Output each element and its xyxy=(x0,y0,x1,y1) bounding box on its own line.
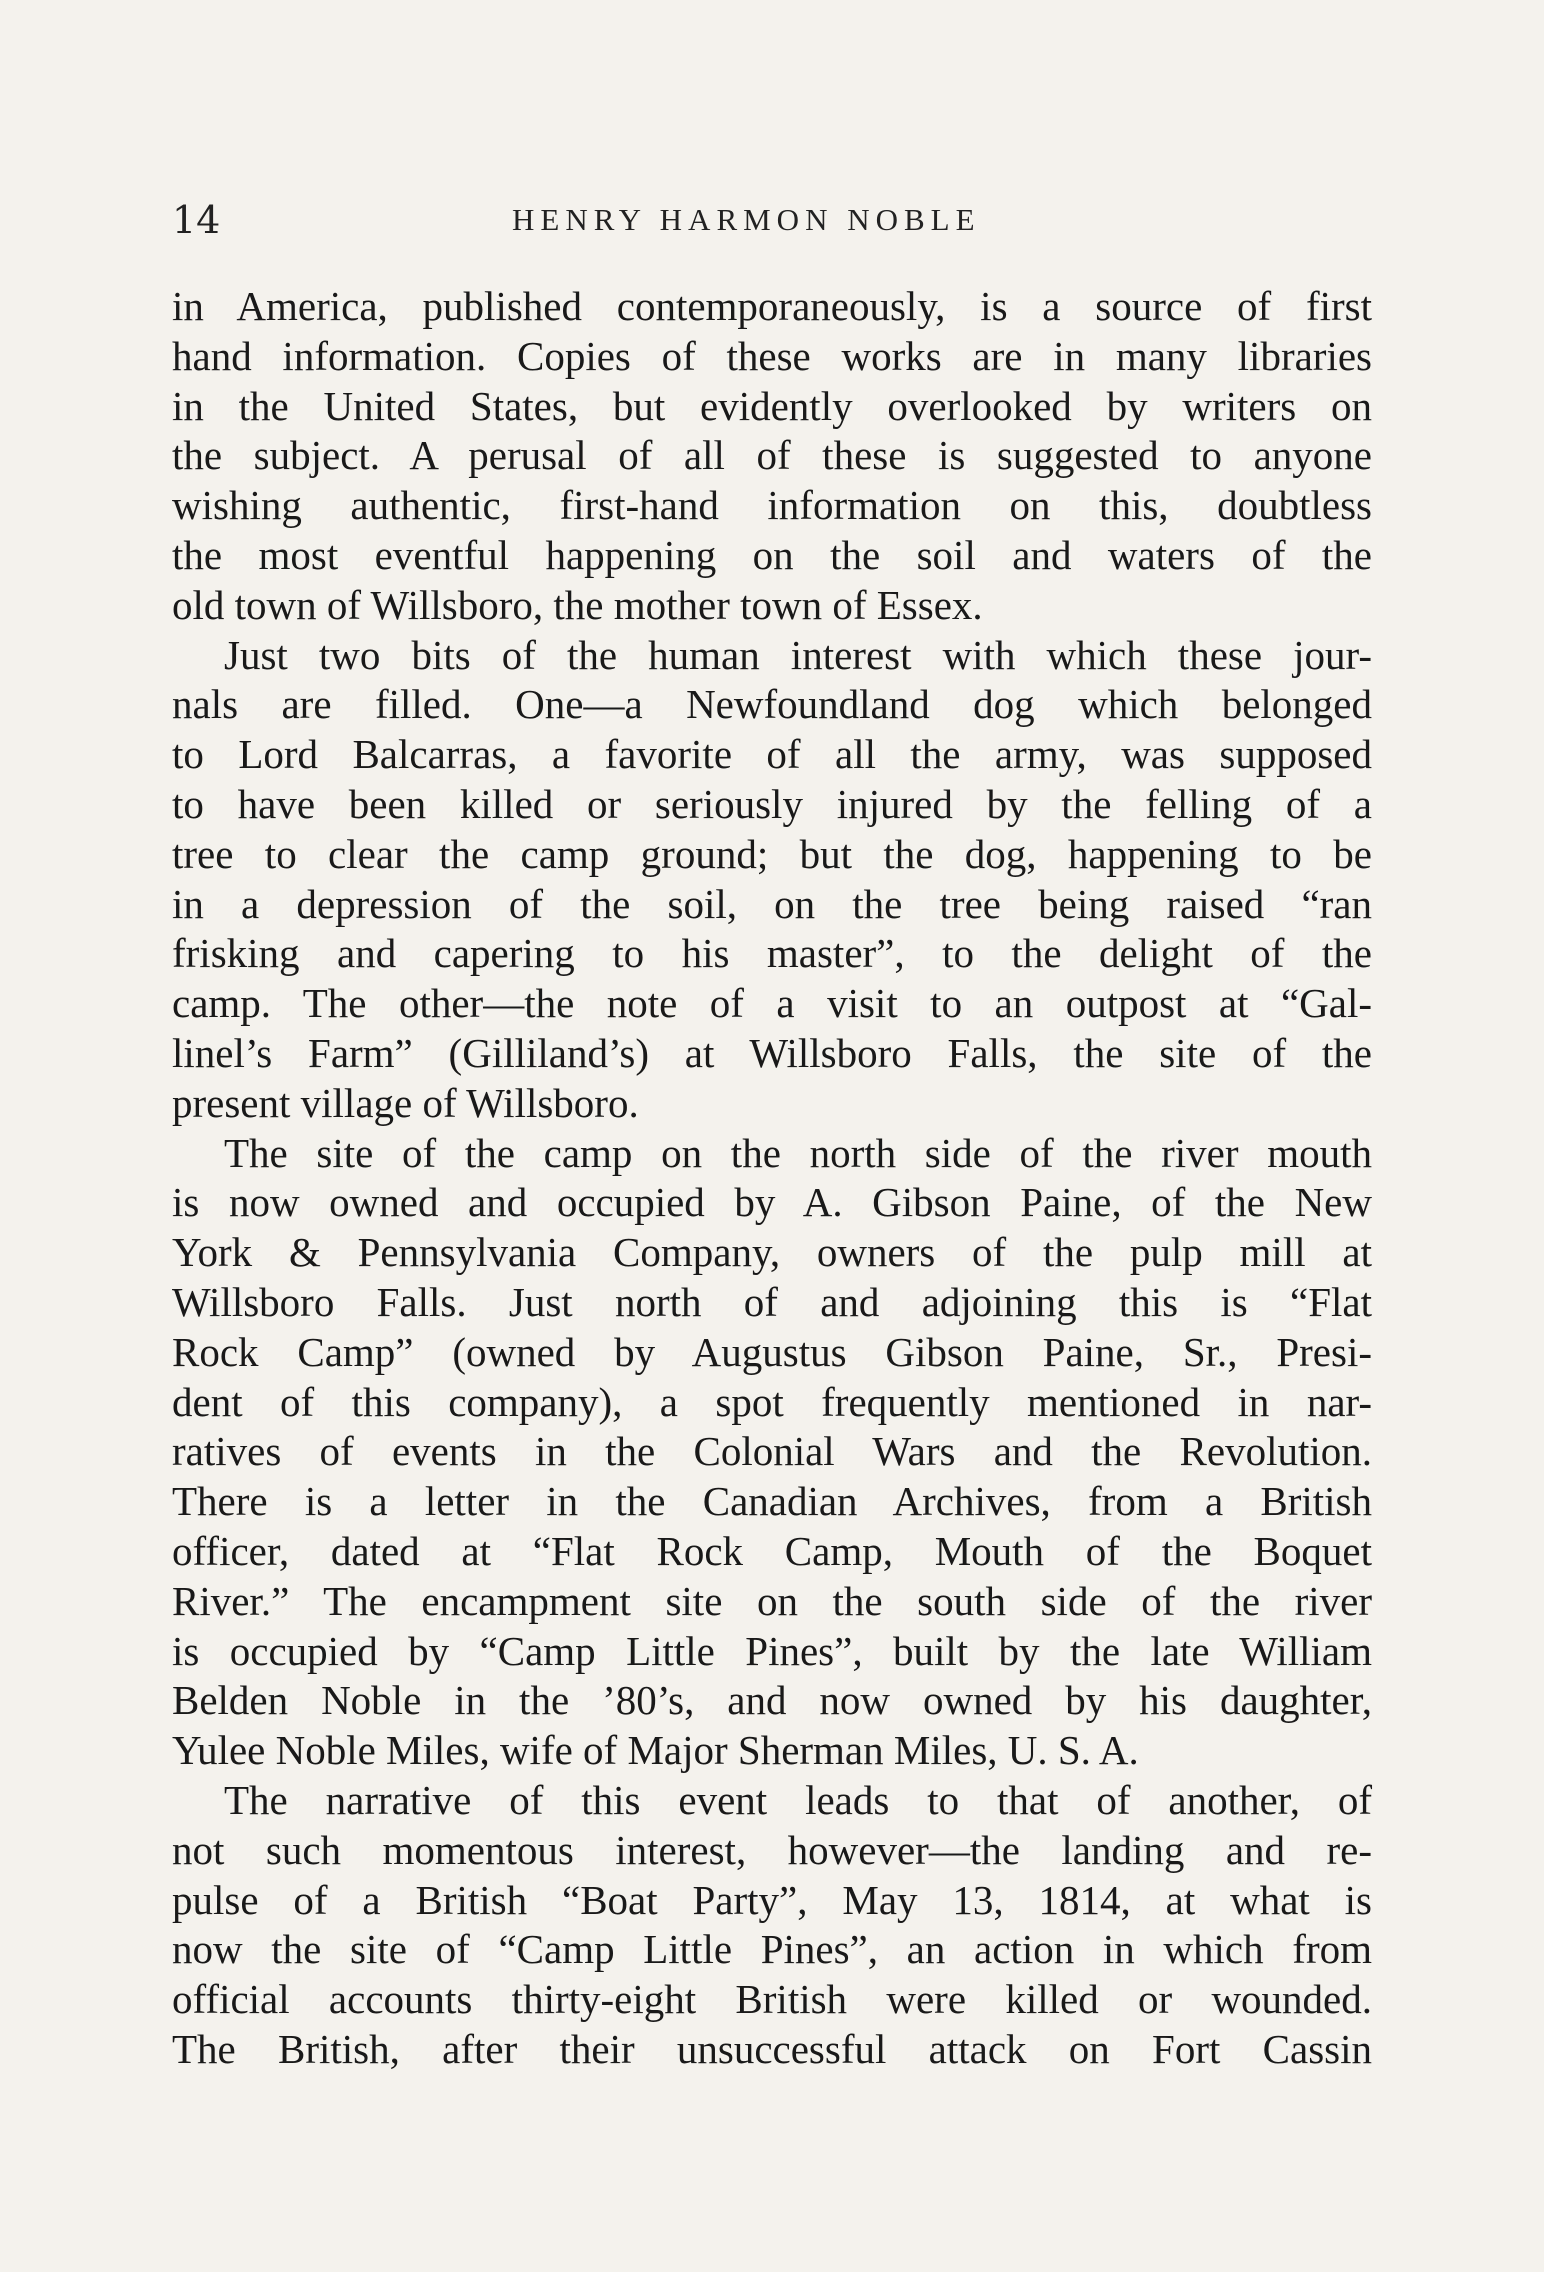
paragraph xyxy=(172,631,1372,1129)
text-line: to Lord Balcarras, a favorite of all the army, was supposed xyxy=(172,731,1372,778)
text-line: The narrative of this event leads to that of another, of xyxy=(224,1776,1372,1823)
text-line: in a depression of the soil, on the tree being raised “ran xyxy=(172,880,1372,927)
text-line: in America, published contemporaneously, is a source of first xyxy=(172,283,1372,329)
text-line: the subject. A perusal of all of these is suggested to anyone xyxy=(172,432,1372,479)
text-line: now the site of “Camp Little Pines”, an action in which from xyxy=(172,1926,1372,1973)
text-line: hand information. Copies of these works are in many libraries xyxy=(172,332,1372,379)
text-line: Belden Noble in the ’80’s, and now owned by his daughter, xyxy=(172,1677,1372,1724)
text-line: old town of Willsboro, the mother town of Essex. xyxy=(172,581,983,628)
text-line: camp. The other—the note of a visit to an outpost at “Gal- xyxy=(172,980,1372,1027)
text-line: wishing authentic, first-hand information on this, doubtless xyxy=(172,482,1372,529)
body-text xyxy=(172,282,1372,2075)
text-line: to have been killed or seriously injured by the felling of a xyxy=(172,780,1372,827)
text-line: River.” The encampment site on the south side of the river xyxy=(172,1577,1372,1624)
page-number: 14 xyxy=(172,198,221,242)
text-line: is occupied by “Camp Little Pines”, built by the late William xyxy=(172,1627,1372,1674)
paragraph xyxy=(172,1129,1372,1776)
text-line: dent of this company), a spot frequently mentioned in nar- xyxy=(172,1378,1372,1425)
text-line: Just two bits of the human interest with which these jour- xyxy=(224,631,1372,678)
text-line: The British, after their unsuccessful attack on Fort Cassin xyxy=(172,2025,1372,2072)
text-line: linel’s Farm” (Gilliland’s) at Willsboro Falls, the site of the xyxy=(172,1029,1372,1076)
text-line: tree to clear the camp ground; but the dog, happening to be xyxy=(172,830,1372,877)
text-line: frisking and capering to his master”, to the delight of the xyxy=(172,930,1372,977)
paragraph xyxy=(172,1776,1372,2075)
text-line: not such momentous interest, however—the landing and re- xyxy=(172,1826,1372,1873)
text-line: is now owned and occupied by A. Gibson Paine, of the New xyxy=(172,1179,1372,1226)
text-line: in the United States, but evidently overlooked by writers on xyxy=(172,382,1372,429)
text-line: pulse of a British “Boat Party”, May 13, 1814, at what is xyxy=(172,1876,1372,1923)
text-line: ratives of events in the Colonial Wars and the Revolution. xyxy=(172,1428,1372,1475)
text-line: present village of Willsboro. xyxy=(172,1079,639,1126)
text-line: Willsboro Falls. Just north of and adjoining this is “Flat xyxy=(172,1278,1372,1325)
text-line: Yulee Noble Miles, wife of Major Sherman Miles, U. S. A. xyxy=(172,1727,1139,1774)
text-line: The site of the camp on the north side of the river mouth xyxy=(224,1129,1372,1176)
text-line: There is a letter in the Canadian Archives, from a British xyxy=(172,1478,1372,1525)
paragraph xyxy=(172,282,1372,631)
text-line: official accounts thirty-eight British were killed or wounded. xyxy=(172,1976,1372,2023)
running-title: HENRY HARMON NOBLE xyxy=(512,202,981,237)
text-line: York & Pennsylvania Company, owners of the pulp mill at xyxy=(172,1229,1372,1276)
text-line: officer, dated at “Flat Rock Camp, Mouth of the Boquet xyxy=(172,1527,1372,1574)
text-line: Rock Camp” (owned by Augustus Gibson Paine, Sr., Presi- xyxy=(172,1328,1372,1375)
text-line: the most eventful happening on the soil and waters of the xyxy=(172,531,1372,578)
running-head xyxy=(172,195,1372,245)
text-line: nals are filled. One—a Newfoundland dog which belonged xyxy=(172,681,1372,728)
